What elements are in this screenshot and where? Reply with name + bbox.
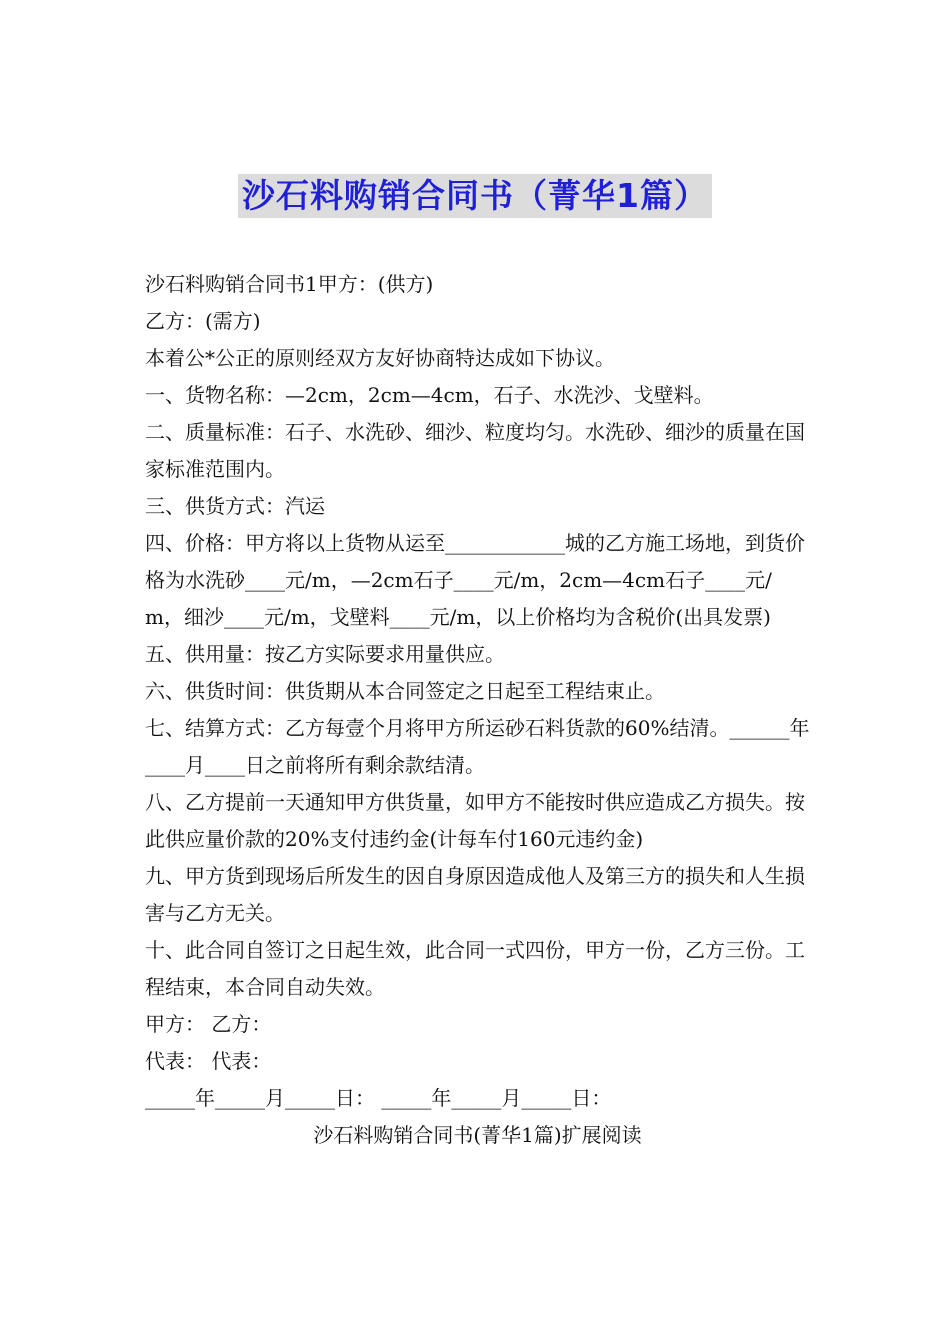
paragraph: 七、结算方式：乙方每壹个月将甲方所运砂石料货款的60%结清。______年____月____日之前将所有剩余款结清。 <box>145 716 810 777</box>
paragraph: 五、供用量：按乙方实际要求用量供应。 <box>145 642 505 666</box>
extended-reading-heading: 沙石料购销合同书(菁华1篇)扩展阅读 <box>313 1123 642 1147</box>
paragraph: 十、此合同自签订之日起生效，此合同一式四份，甲方一份，乙方三份。工程结束，本合同自动失效。 <box>145 938 805 999</box>
document-title: 沙石料购销合同书（菁华1篇） <box>238 174 712 218</box>
signature-line-parties: 甲方： 乙方： <box>145 1012 272 1036</box>
title-container <box>0 174 950 218</box>
paragraph: 四、价格：甲方将以上货物从运至____________城的乙方施工场地，到货价格为水洗砂____元/m，—2cm石子____元/m，2cm—4cm石子____元/m，细沙____元/m，戈壁料____元/m，以上价格均为含税价(出具发票) <box>145 531 805 629</box>
paragraph: 沙石料购销合同书1甲方：(供方) <box>145 272 434 296</box>
paragraph: 本着公*公正的原则经双方友好协商特达成如下协议。 <box>145 346 615 370</box>
paragraph: 九、甲方货到现场后所发生的因自身原因造成他人及第三方的损失和人生损害与乙方无关。 <box>145 864 805 925</box>
paragraph: 二、质量标准：石子、水洗砂、细沙、粒度均匀。水洗砂、细沙的质量在国家标准范围内。 <box>145 420 805 481</box>
paragraph: 乙方：(需方) <box>145 309 261 333</box>
paragraph: 八、乙方提前一天通知甲方供货量，如甲方不能按时供应造成乙方损失。按此供应量价款的20%支付违约金(计每车付160元违约金) <box>145 790 805 851</box>
signature-line-representatives: 代表： 代表： <box>145 1049 272 1073</box>
signature-line-dates: _____年_____月_____日： _____年_____月_____日： <box>145 1086 612 1110</box>
paragraph: 三、供货方式：汽运 <box>145 494 325 518</box>
paragraph: 六、供货时间：供货期从本合同签定之日起至工程结束止。 <box>145 679 665 703</box>
paragraph: 一、货物名称：—2cm，2cm—4cm，石子、水洗沙、戈壁料。 <box>145 383 714 407</box>
document-body <box>145 266 810 1154</box>
